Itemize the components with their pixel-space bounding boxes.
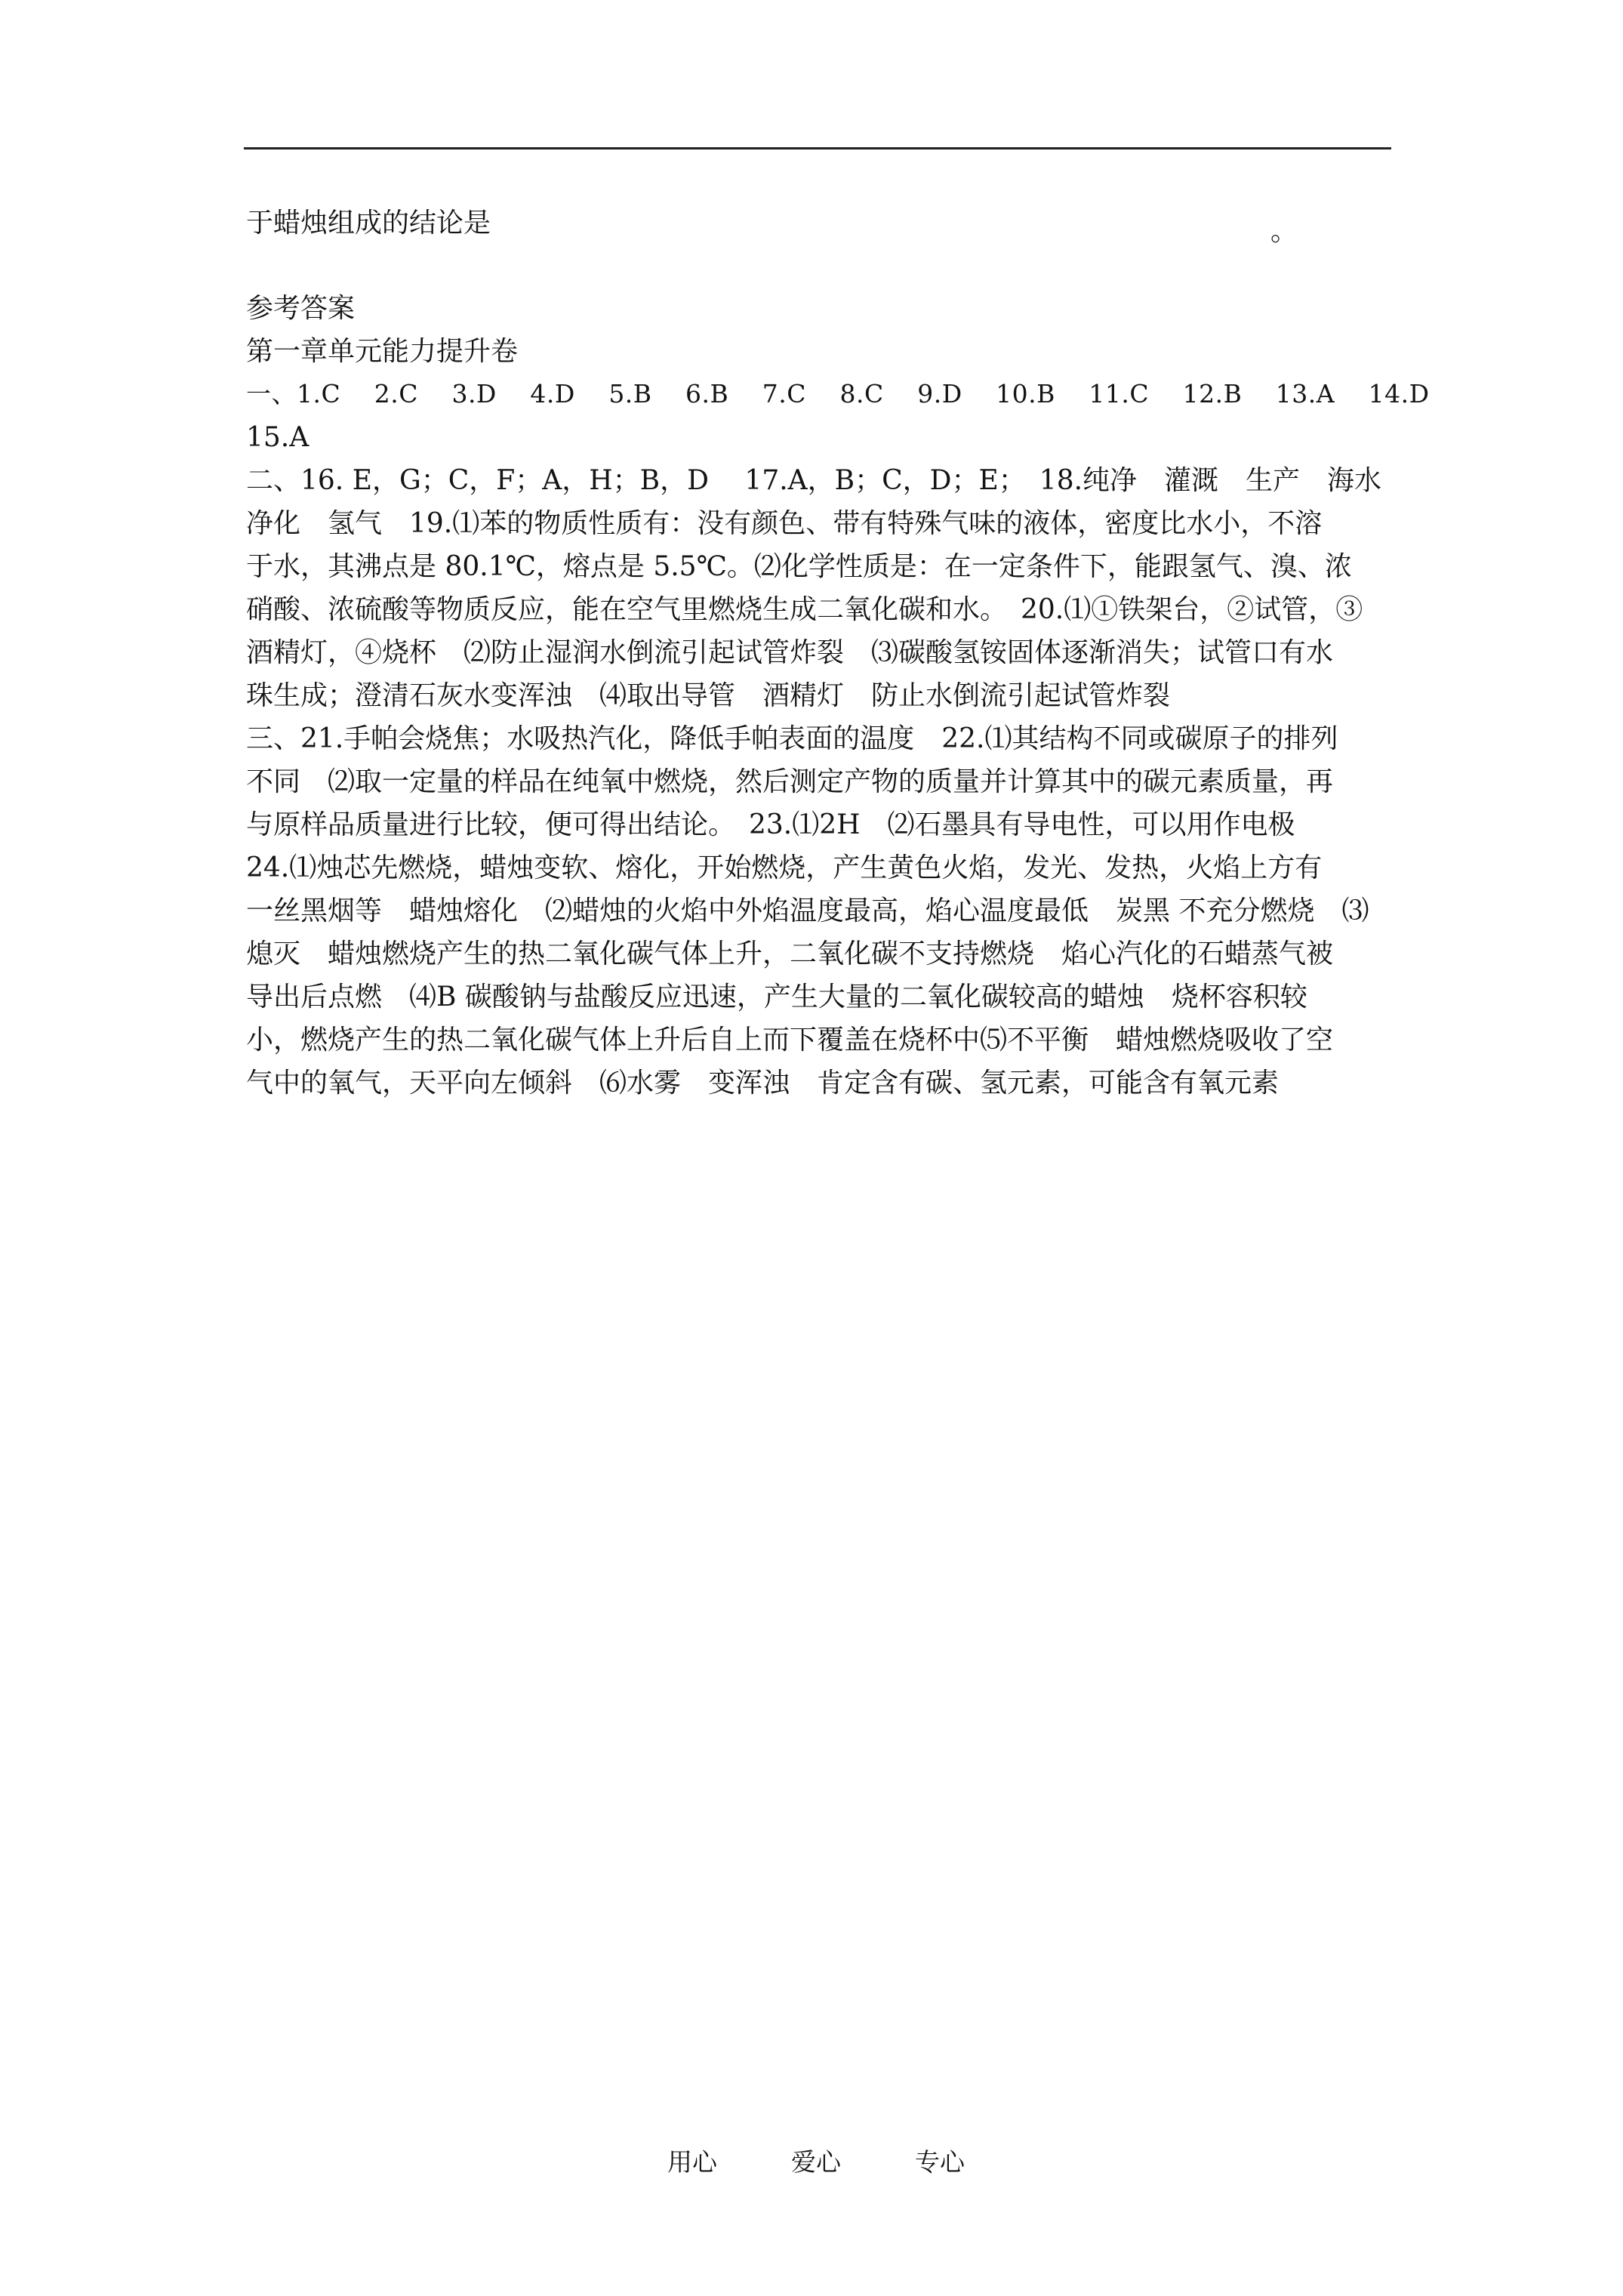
answer-line: 不同 ⑵取一定量的样品在纯氧中燃烧，然后测定产物的质量并计算其中的碳元素质量，再 [246, 766, 1334, 797]
answer-line: 净化 氢气 19.⑴苯的物质性质有：没有颜色、带有特殊气味的液体，密度比水小，不溶 [246, 508, 1323, 539]
answers-heading: 参考答案 [246, 293, 356, 324]
answers-subheading: 第一章单元能力提升卷 [246, 336, 519, 367]
answer-line: 一、1.C 2.C 3.D 4.D 5.B 6.B 7.C 8.C 9.D 10.B 11.C 12.B 13.A 14.D [246, 379, 1430, 408]
answer-line: 与原样品质量进行比较，便可得出结论。 23.⑴2H ⑵石墨具有导电性，可以用作电极 [246, 809, 1295, 840]
answer-blank-period: 。 [1270, 216, 1298, 247]
answer-line: 酒精灯，④烧杯 ⑵防止湿润水倒流引起试管炸裂 ⑶碳酸氢铵固体逐渐消失；试管口有水 [246, 637, 1334, 668]
answer-line: 24.⑴烛芯先燃烧，蜡烛变软、熔化，开始燃烧，产生黄色火焰，发光、发热，火焰上方有 [246, 852, 1323, 883]
header-rule [244, 147, 1391, 149]
answer-line: 于水，其沸点是 80.1℃，熔点是 5.5℃。⑵化学性质是：在一定条件下，能跟氢气、溴、浓 [246, 551, 1352, 582]
answer-line: 小，燃烧产生的热二氧化碳气体上升后自上而下覆盖在烧杯中⑸不平衡 蜡烛燃烧吸收了空 [246, 1025, 1334, 1056]
footer-item: 专心 [915, 2147, 965, 2177]
answer-line: 三、21.手帕会烧焦；水吸热汽化，降低手帕表面的温度 22.⑴其结构不同或碳原子的排列 [246, 723, 1338, 754]
answer-line: 气中的氧气，天平向左倾斜 ⑹水雾 变浑浊 肯定含有碳、氢元素，可能含有氧元素 [246, 1068, 1280, 1099]
answer-line: 珠生成；澄清石灰水变浑浊 ⑷取出导管 酒精灯 防止水倒流引起试管炸裂 [246, 680, 1171, 711]
question-tail-text: 于蜡烛组成的结论是 [246, 208, 491, 239]
answer-line: 硝酸、浓硫酸等物质反应，能在空气里燃烧生成二氧化碳和水。 20.⑴①铁架台，②试管，③ [246, 594, 1363, 625]
footer-item: 爱心 [791, 2147, 841, 2177]
answer-line: 导出后点燃 ⑷B 碳酸钠与盐酸反应迅速，产生大量的二氧化碳较高的蜡烛 烧杯容积较 [246, 982, 1307, 1012]
answer-line: 15.A [246, 422, 310, 453]
answer-line: 一丝黑烟等 蜡烛熔化 ⑵蜡烛的火焰中外焰温度最高，焰心温度最低 炭黑 不充分燃烧 ⑶ [246, 895, 1369, 926]
footer-item: 用心 [667, 2147, 717, 2177]
answer-line: 熄灭 蜡烛燃烧产生的热二氧化碳气体上升，二氧化碳不支持燃烧 焰心汽化的石蜡蒸气被 [246, 938, 1334, 969]
answer-line: 二、16. E，G；C，F；A，H；B，D 17.A，B；C，D；E； 18.纯净 灌溉 生产 海水 [246, 465, 1382, 496]
